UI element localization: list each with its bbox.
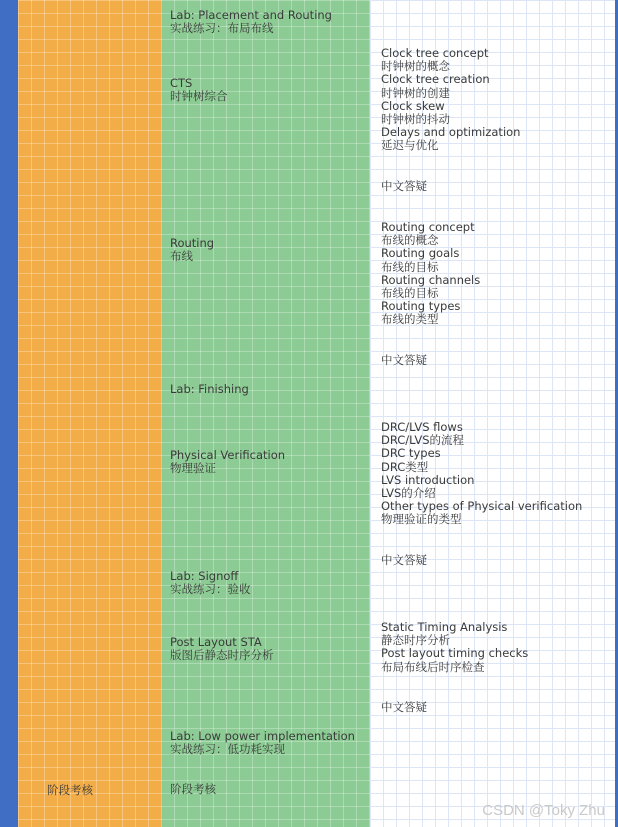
- module-lab-low-power: Lab: Low power implementation 实战练习：低功耗实现: [170, 729, 355, 757]
- pv-topic-list: DRC/LVS flows DRC/LVS的流程 DRC types DRC类型 LVS introduction LVS的介绍 Other types of Physical verification 物理验证的类型: [381, 420, 583, 527]
- qa-label: 中文答疑: [381, 353, 427, 367]
- module-lab-finishing: Lab: Finishing: [170, 382, 249, 396]
- module-post-layout-sta: Post Layout STA 版图后静态时序分析: [170, 635, 274, 663]
- stage-column: [18, 0, 161, 827]
- module-column: [161, 0, 370, 827]
- module-routing: Routing 布线: [170, 236, 215, 264]
- watermark: CSDN @Toky Zhu: [482, 802, 605, 819]
- module-cts: CTS 时钟树综合: [170, 76, 228, 104]
- qa-label: 中文答疑: [381, 553, 427, 567]
- cts-topic-list: Clock tree concept 时钟树的概念 Clock tree creation 时钟树的创建 Clock skew 时钟树的抖动 Delays and optimization 延迟与优化: [381, 46, 521, 153]
- module-lab-placement: Lab: Placement and Routing 实战练习：布局布线: [170, 8, 332, 36]
- sta-topic-list: Static Timing Analysis 静态时序分析 Post layout timing checks 布局布线后时序检查: [381, 620, 529, 674]
- qa-label: 中文答疑: [381, 179, 427, 193]
- module-physical-verification: Physical Verification 物理验证: [170, 448, 286, 476]
- module-lab-signoff: Lab: Signoff 实战练习：验收: [170, 569, 251, 597]
- stage-assessment-label: 阶段考核: [47, 783, 93, 797]
- routing-topic-list: Routing concept 布线的概念 Routing goals 布线的目标 Routing channels 布线的目标 Routing types 布线的类型: [381, 220, 481, 327]
- course-table: [18, 0, 615, 827]
- qa-label: 中文答疑: [381, 700, 427, 714]
- module-stage-assessment: 阶段考核: [170, 782, 216, 796]
